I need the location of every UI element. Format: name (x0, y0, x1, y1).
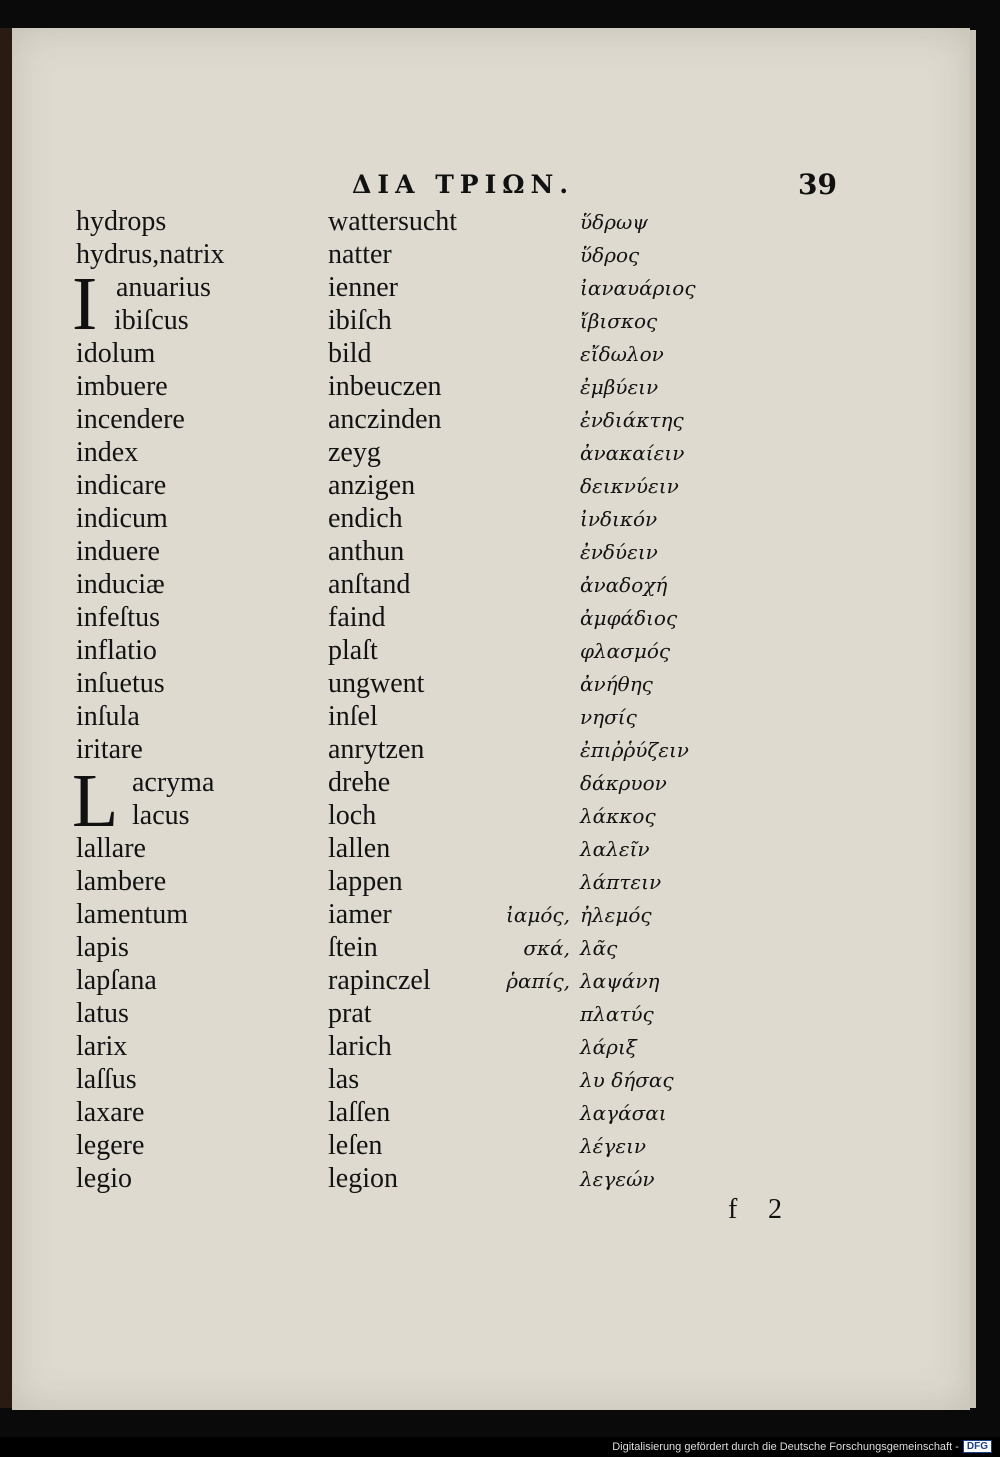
greek-term: πλατύς (580, 1002, 654, 1026)
greek-term: λαψάνη (580, 969, 660, 993)
signature-number: 2 (768, 1194, 782, 1225)
german-term: anrytzen (328, 734, 425, 765)
greek-term: ἰνδικόν (580, 507, 658, 531)
latin-term: indicum (76, 503, 168, 534)
latin-term: induciæ (76, 569, 165, 600)
greek-term: ἀμφάδιος (580, 606, 678, 630)
greek-variant: ἰαμός, (506, 903, 570, 927)
german-term: legion (328, 1163, 398, 1194)
greek-term: λάριξ (580, 1035, 637, 1059)
german-term: inſel (328, 701, 378, 732)
german-term: wattersucht (328, 206, 458, 237)
greek-term: ἀναδοχή (580, 573, 668, 597)
entry-row (12, 767, 970, 801)
greek-term: ὕδρωψ (580, 210, 648, 234)
german-term: endich (328, 503, 403, 534)
entry-row (12, 371, 970, 405)
german-term: ienner (328, 272, 398, 303)
book-page (12, 28, 970, 1410)
greek-variant: σκά, (523, 936, 570, 960)
entry-row (12, 1031, 970, 1065)
entry-row (12, 965, 970, 999)
latin-term: inſuetus (76, 668, 165, 699)
greek-variant: ῥαπίς, (506, 969, 570, 993)
latin-term: legere (76, 1130, 145, 1161)
latin-term: larix (76, 1031, 128, 1062)
latin-term: acryma (132, 767, 215, 798)
latin-term: hydrus,natrix (76, 239, 225, 270)
entry-row (12, 206, 970, 240)
entry-row (12, 470, 970, 504)
initial-letter-i: I (72, 262, 98, 346)
german-term: rapinczel (328, 965, 431, 996)
latin-term: iritare (76, 734, 143, 765)
latin-term: lapis (76, 932, 129, 963)
german-term: laſſen (328, 1097, 391, 1128)
latin-term: idolum (76, 338, 156, 369)
german-term: ungwent (328, 668, 425, 699)
latin-term: indicare (76, 470, 167, 501)
entry-row (12, 272, 970, 306)
entry-row (12, 503, 970, 537)
greek-term: ἐνδύειν (580, 540, 658, 564)
entry-row (12, 404, 970, 438)
latin-term: incendere (76, 404, 185, 435)
entry-row (12, 701, 970, 735)
greek-term: εἴδωλον (580, 342, 664, 366)
greek-term: ἐμβύειν (580, 375, 659, 399)
german-term: leſen (328, 1130, 383, 1161)
german-term: lallen (328, 833, 391, 864)
german-term: anſtand (328, 569, 411, 600)
latin-term: index (76, 437, 139, 468)
latin-term: induere (76, 536, 160, 567)
greek-term: λαλεῖν (580, 837, 650, 861)
entry-row (12, 305, 970, 339)
latin-term: lacus (132, 800, 190, 831)
latin-term: latus (76, 998, 129, 1029)
entry-row (12, 833, 970, 867)
german-term: natter (328, 239, 392, 270)
german-term: anthun (328, 536, 405, 567)
german-term: inbeuczen (328, 371, 442, 402)
latin-term: laſſus (76, 1064, 137, 1095)
german-term: iamer (328, 899, 392, 930)
latin-term: lambere (76, 866, 167, 897)
greek-term: λεγεών (580, 1167, 655, 1191)
german-term: faind (328, 602, 386, 633)
german-term: prat (328, 998, 372, 1029)
german-term: anczinden (328, 404, 442, 435)
greek-term: λαγάσαι (580, 1101, 667, 1125)
greek-term: ἐπιῤῥύζειν (580, 738, 689, 762)
latin-term: lallare (76, 833, 146, 864)
page-number: 39 (798, 168, 837, 201)
german-term: anzigen (328, 470, 416, 501)
german-term: ibiſch (328, 305, 392, 336)
latin-term: imbuere (76, 371, 168, 402)
initial-letter-l: L (72, 759, 119, 843)
entry-row (12, 635, 970, 669)
latin-term: laxare (76, 1097, 145, 1128)
entry-row (12, 1163, 970, 1197)
german-term: lappen (328, 866, 403, 897)
greek-term: ἰαναυάριος (580, 276, 696, 300)
entry-row (12, 1130, 970, 1164)
entry-row (12, 602, 970, 636)
latin-term: hydrops (76, 206, 167, 237)
greek-term: ἠλεμός (580, 903, 652, 927)
signature-letter: f (728, 1194, 738, 1225)
german-term: loch (328, 800, 377, 831)
german-term: ſtein (328, 932, 378, 963)
entry-row (12, 1064, 970, 1098)
greek-term: νησίς (580, 705, 637, 729)
latin-term: lamentum (76, 899, 188, 930)
entry-row (12, 239, 970, 273)
running-title: ΔΙΑ ΤΡΙΩΝ. (352, 170, 575, 199)
greek-term: λέγειν (580, 1134, 647, 1158)
entry-row (12, 899, 970, 933)
footer (612, 1440, 992, 1453)
greek-term: λάκκος (580, 804, 656, 828)
german-term: larich (328, 1031, 392, 1062)
greek-term: ἀνακαίειν (580, 441, 685, 465)
entry-row (12, 668, 970, 702)
entry-row (12, 932, 970, 966)
german-term: las (328, 1064, 360, 1095)
greek-term: ἴβισκος (580, 309, 658, 333)
greek-term: ἀνήθης (580, 672, 653, 696)
entry-row (12, 800, 970, 834)
german-term: plaſt (328, 635, 378, 666)
greek-term: λάπτειν (580, 870, 662, 894)
entry-row (12, 998, 970, 1032)
greek-term: λᾶς (580, 936, 618, 960)
greek-term: δεικνύειν (580, 474, 679, 498)
greek-term: φλασμός (580, 639, 671, 663)
greek-term: ὕδρος (580, 243, 640, 267)
latin-term: anuarius (116, 272, 211, 303)
greek-term: λυ δήσας (580, 1068, 674, 1092)
entry-row (12, 1097, 970, 1131)
page-edge (970, 30, 976, 1408)
dfg-logo: DFG (963, 1440, 992, 1453)
latin-term: inflatio (76, 635, 157, 666)
footer-credit: Digitalisierung gefördert durch die Deutsche Forschungsgemeinschaft - (612, 1440, 959, 1453)
latin-term: legio (76, 1163, 132, 1194)
greek-term: δάκρυον (580, 771, 667, 795)
german-term: zeyg (328, 437, 381, 468)
entry-row (12, 536, 970, 570)
entry-row (12, 437, 970, 471)
greek-term: ἐνδιάκτης (580, 408, 684, 432)
latin-term: infeſtus (76, 602, 160, 633)
entry-row (12, 569, 970, 603)
german-term: drehe (328, 767, 391, 798)
entry-row (12, 866, 970, 900)
latin-term: lapſana (76, 965, 157, 996)
german-term: bild (328, 338, 372, 369)
latin-term: inſula (76, 701, 140, 732)
entry-row (12, 734, 970, 768)
entry-row (12, 338, 970, 372)
latin-term: ibiſcus (114, 305, 189, 336)
